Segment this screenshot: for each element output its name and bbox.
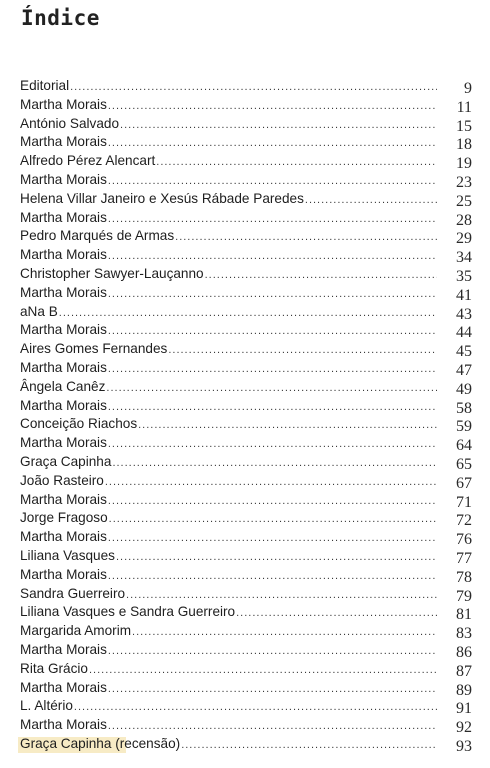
dot-leader — [108, 680, 437, 699]
toc-entry[interactable] — [20, 491, 472, 510]
toc-entry[interactable] — [20, 716, 472, 735]
toc-entry-page-number: 59 — [456, 418, 472, 436]
toc-entry-page-number: 45 — [456, 343, 472, 361]
toc-entry-name: Martha Morais — [20, 171, 107, 187]
dot-leader — [108, 97, 437, 116]
toc-entry[interactable] — [20, 735, 472, 754]
toc-entry-name: Martha Morais — [20, 209, 107, 225]
toc-entry-name: Conceição Riachos — [20, 416, 138, 432]
toc-entry-name: Martha Morais — [20, 96, 107, 112]
toc-entry-page-number: 28 — [456, 211, 472, 229]
toc-entry-name: Liliana Vasques e Sandra Guerreiro — [20, 604, 236, 620]
toc-entry-name: Martha Morais — [20, 397, 107, 413]
toc-entry-page-number: 83 — [456, 625, 472, 643]
toc-entry[interactable] — [20, 133, 472, 152]
toc-entry-page-number: 77 — [456, 549, 472, 567]
toc-entry-name: Helena Villar Janeiro e Xesús Rábade Paredes — [20, 190, 304, 206]
dot-leader — [106, 379, 437, 398]
toc-entry[interactable] — [20, 641, 472, 660]
toc-entry-page-number: 49 — [456, 380, 472, 398]
toc-entry-name: Martha Morais — [20, 247, 107, 263]
page-title: Índice — [21, 6, 100, 30]
toc-entry-name: Christopher Sawyer-Lauçanno — [20, 265, 204, 281]
dot-leader — [108, 210, 437, 229]
toc-entry[interactable] — [20, 171, 472, 190]
dot-leader — [205, 266, 437, 285]
dot-leader — [108, 398, 437, 417]
toc-entry-name: Editorial — [20, 78, 70, 93]
toc-entry[interactable] — [20, 96, 472, 115]
toc-entry-page-number: 35 — [456, 267, 472, 285]
dot-leader — [108, 322, 437, 341]
toc-entry-page-number: 72 — [456, 512, 472, 530]
toc-entry-name: Martha Morais — [20, 679, 107, 695]
toc-entry[interactable] — [20, 152, 472, 171]
toc-entry[interactable] — [20, 397, 472, 416]
toc-entry-page-number: 86 — [456, 643, 472, 661]
dot-leader — [236, 604, 437, 623]
toc-entry[interactable] — [20, 603, 472, 622]
toc-entry-page-number: 79 — [456, 587, 472, 605]
dot-leader — [108, 360, 437, 379]
toc-entry[interactable] — [20, 528, 472, 547]
dot-leader — [138, 416, 437, 435]
toc-entry-name: João Rasteiro — [20, 472, 104, 488]
toc-entry-name: Rita Grácio — [20, 660, 88, 676]
toc-entry-name: Martha Morais — [20, 566, 107, 582]
toc-entry[interactable] — [20, 547, 472, 566]
toc-entry[interactable] — [20, 472, 472, 491]
dot-leader — [108, 567, 437, 586]
toc-entry-page-number: 41 — [456, 286, 472, 304]
dot-leader — [108, 247, 437, 266]
toc-entry-name: Martha Morais — [20, 435, 107, 451]
toc-entry[interactable] — [20, 190, 472, 209]
toc-entry-name: Liliana Vasques — [20, 547, 115, 563]
toc-entry[interactable] — [20, 303, 472, 322]
toc-entry-name: Aires Gomes Fernandes — [20, 341, 168, 357]
toc-entry[interactable] — [20, 697, 472, 716]
toc-entry-page-number: 29 — [456, 230, 472, 248]
toc-entry-name: Martha Morais — [20, 359, 107, 375]
dot-leader — [108, 134, 437, 153]
toc-entry-name: Martha Morais — [20, 641, 107, 657]
dot-leader — [108, 717, 437, 736]
toc-entry-page-number: 76 — [456, 531, 472, 549]
table-of-contents — [20, 77, 472, 754]
toc-entry[interactable] — [20, 622, 472, 641]
toc-entry[interactable] — [20, 340, 472, 359]
toc-entry[interactable] — [20, 115, 472, 134]
toc-entry-page-number: 11 — [456, 98, 472, 116]
dot-leader — [108, 529, 437, 548]
toc-entry-page-number: 25 — [456, 192, 472, 210]
dot-leader — [156, 153, 437, 172]
toc-entry-page-number: 87 — [456, 662, 472, 680]
toc-entry[interactable] — [20, 660, 472, 679]
toc-entry[interactable] — [20, 77, 472, 96]
dot-leader — [108, 492, 437, 511]
toc-entry-page-number: 34 — [456, 249, 472, 267]
dot-leader — [132, 623, 437, 642]
toc-entry-page-number: 78 — [456, 568, 472, 586]
dot-leader — [108, 285, 437, 304]
dot-leader — [112, 454, 437, 473]
toc-entry-page-number: 15 — [456, 117, 472, 135]
dot-leader — [89, 661, 437, 680]
toc-entry-name: aNa B — [20, 303, 58, 319]
toc-entry[interactable] — [20, 284, 472, 303]
toc-entry[interactable] — [20, 415, 472, 434]
toc-entry-name: Jorge Fragoso — [20, 510, 108, 526]
toc-entry-name: Alfredo Pérez Alencart — [20, 153, 156, 169]
toc-entry-name: Graça Capinha — [20, 453, 112, 469]
toc-entry-name: Ângela Canêz — [20, 378, 106, 394]
toc-entry[interactable] — [20, 453, 472, 472]
toc-entry[interactable] — [20, 566, 472, 585]
toc-entry[interactable] — [20, 209, 472, 228]
toc-entry-page-number: 9 — [464, 80, 472, 97]
dot-leader — [108, 435, 437, 454]
toc-entry-name: Martha Morais — [20, 529, 107, 545]
toc-entry-name: António Salvado — [20, 115, 120, 131]
dot-leader — [59, 304, 437, 323]
toc-entry[interactable] — [20, 265, 472, 284]
toc-entry-name: Margarida Amorim — [20, 623, 132, 639]
dot-leader — [175, 228, 437, 247]
dot-leader — [108, 642, 437, 661]
toc-entry[interactable] — [20, 378, 472, 397]
toc-entry[interactable] — [20, 585, 472, 604]
toc-entry-name: Pedro Marqués de Armas — [20, 228, 175, 244]
toc-entry[interactable] — [20, 359, 472, 378]
toc-entry-name: Martha Morais — [20, 134, 107, 150]
dot-leader — [181, 736, 437, 755]
toc-entry-page-number: 58 — [456, 399, 472, 417]
dot-leader — [168, 341, 437, 360]
toc-entry-page-number: 47 — [456, 361, 472, 379]
dot-leader — [120, 116, 437, 135]
toc-entry-page-number: 23 — [456, 173, 472, 191]
toc-entry-name: Sandra Guerreiro — [20, 585, 126, 601]
toc-entry-page-number: 93 — [456, 737, 472, 755]
toc-entry-name: Martha Morais — [20, 717, 107, 733]
toc-entry-page-number: 71 — [456, 493, 472, 511]
toc-entry-page-number: 92 — [456, 719, 472, 737]
dot-leader — [108, 172, 437, 191]
dot-leader — [305, 191, 437, 210]
dot-leader — [74, 698, 437, 717]
toc-entry-page-number: 81 — [456, 606, 472, 624]
toc-entry[interactable] — [20, 509, 472, 528]
toc-entry-name: Martha Morais — [20, 284, 107, 300]
toc-entry-name: L. Altério — [20, 698, 73, 714]
toc-entry-page-number: 65 — [456, 455, 472, 473]
toc-entry[interactable] — [20, 434, 472, 453]
toc-entry-page-number: 18 — [456, 136, 472, 154]
toc-entry-name: Graça Capinha (recensão) — [20, 735, 181, 751]
toc-entry-page-number: 91 — [456, 700, 472, 718]
toc-entry[interactable] — [20, 679, 472, 698]
toc-entry-name: Martha Morais — [20, 322, 107, 338]
dot-leader — [116, 548, 437, 567]
toc-entry-page-number: 43 — [456, 305, 472, 323]
dot-leader — [70, 78, 437, 97]
toc-entry-page-number: 44 — [456, 324, 472, 342]
dot-leader — [109, 510, 437, 529]
toc-entry-page-number: 19 — [456, 155, 472, 173]
toc-entry[interactable] — [20, 246, 472, 265]
toc-entry-page-number: 89 — [456, 681, 472, 699]
toc-entry-page-number: 64 — [456, 437, 472, 455]
toc-entry-page-number: 67 — [456, 474, 472, 492]
toc-entry[interactable] — [20, 227, 472, 246]
dot-leader — [126, 586, 437, 605]
toc-entry[interactable] — [20, 321, 472, 340]
dot-leader — [105, 473, 437, 492]
toc-entry-name: Martha Morais — [20, 491, 107, 507]
